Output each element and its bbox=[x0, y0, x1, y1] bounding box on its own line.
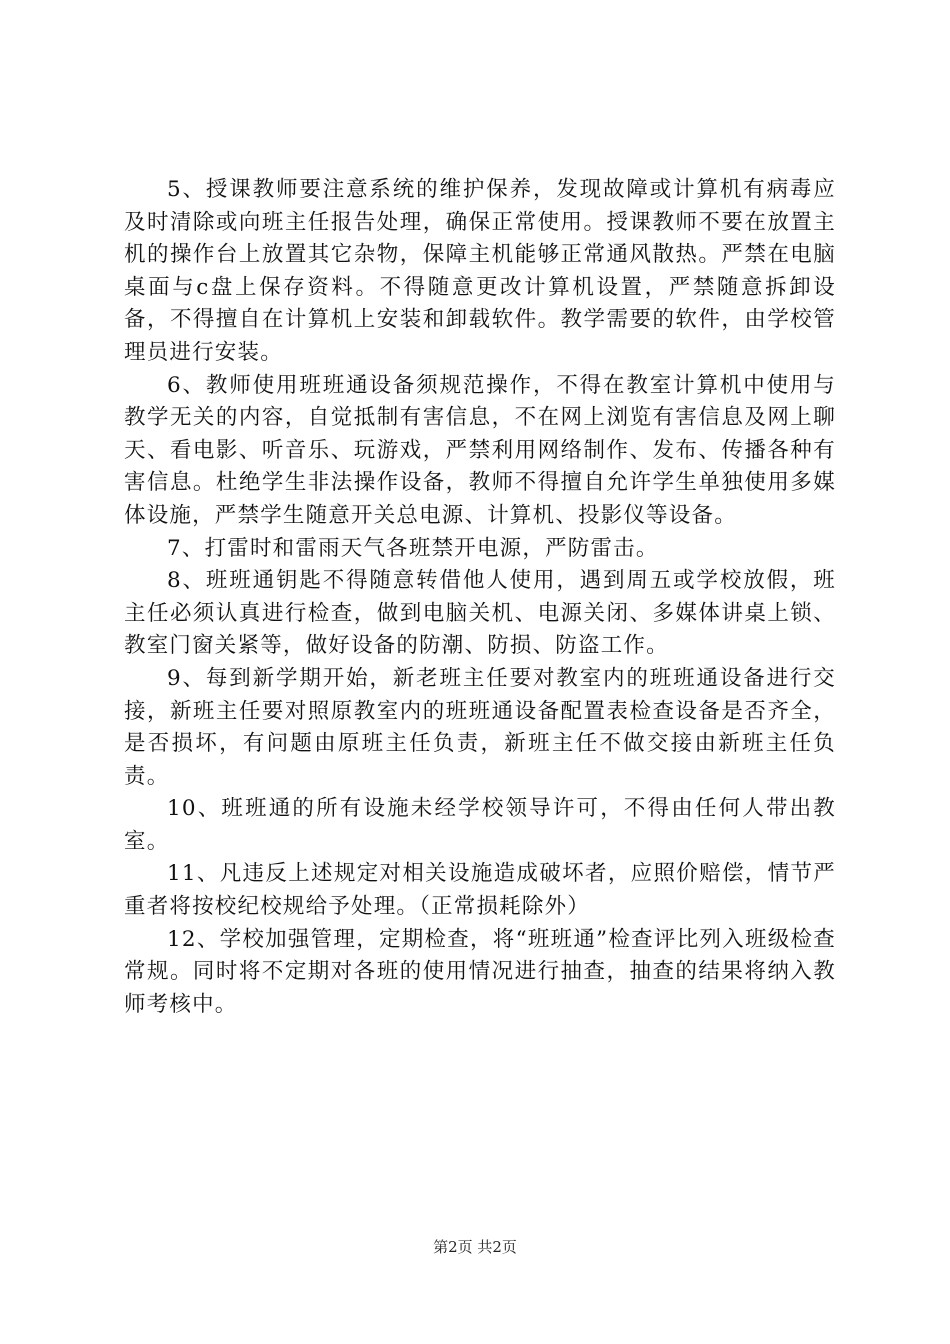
paragraph-rule-8: 8、班班通钥匙不得随意转借他人使用，遇到周五或学校放假，班主任必须认真进行检查，做到电脑关机、电源关闭、多媒体讲桌上锁、教室门窗关紧等，做好设备的防潮、防损、防盗工作。 bbox=[124, 568, 836, 659]
paragraph-rule-7: 7、打雷时和雷雨天气各班禁开电源，严防雷击。 bbox=[167, 535, 659, 561]
paragraph-rule-9: 9、每到新学期开始，新老班主任要对教室内的班班通设备进行交接，新班主任要对照原教室内的班班通设备配置表检查设备是否齐全，是否损坏，有问题由原班主任负责，新班主任不做交接由新班主任负责。 bbox=[124, 665, 836, 789]
paragraph-rule-10: 10、班班通的所有设施未经学校领导许可，不得由任何人带出教室。 bbox=[124, 796, 836, 854]
paragraph-rule-12: 12、学校加强管理，定期检查，将“班班通”检查评比列入班级检查常规。同时将不定期对各班的使用情况进行抽查，抽查的结果将纳入教师考核中。 bbox=[124, 926, 836, 1017]
document-body bbox=[124, 174, 836, 1021]
paragraph-rule-11: 11、凡违反上述规定对相关设施造成破坏者，应照价赔偿，情节严重者将按校纪校规给予处理。（正常损耗除外） bbox=[124, 861, 836, 920]
page-number-footer: 第2页 共2页 bbox=[433, 1238, 517, 1256]
paragraph-rule-5: 5、授课教师要注意系统的维护保养，发现故障或计算机有病毒应及时清除或向班主任报告处理，确保正常使用。授课教师不要在放置主机的操作台上放置其它杂物，保障主机能够正常通风散热。严禁在电脑桌面与c盘上保存资料。不得随意更改计算机设置，严禁随意拆卸设备，不得擅自在计算机上安装和卸载软件。教学需要的软件，由学校管理员进行安装。 bbox=[124, 177, 836, 365]
paragraph-rule-6: 6、教师使用班班通设备须规范操作，不得在教室计算机中使用与教学无关的内容，自觉抵制有害信息，不在网上浏览有害信息及网上聊天、看电影、听音乐、玩游戏，严禁利用网络制作、发布、传播各种有害信息。杜绝学生非法操作设备，教师不得擅自允许学生单独使用多媒体设施，严禁学生随意开关总电源、计算机、投影仪等设备。 bbox=[124, 372, 836, 528]
